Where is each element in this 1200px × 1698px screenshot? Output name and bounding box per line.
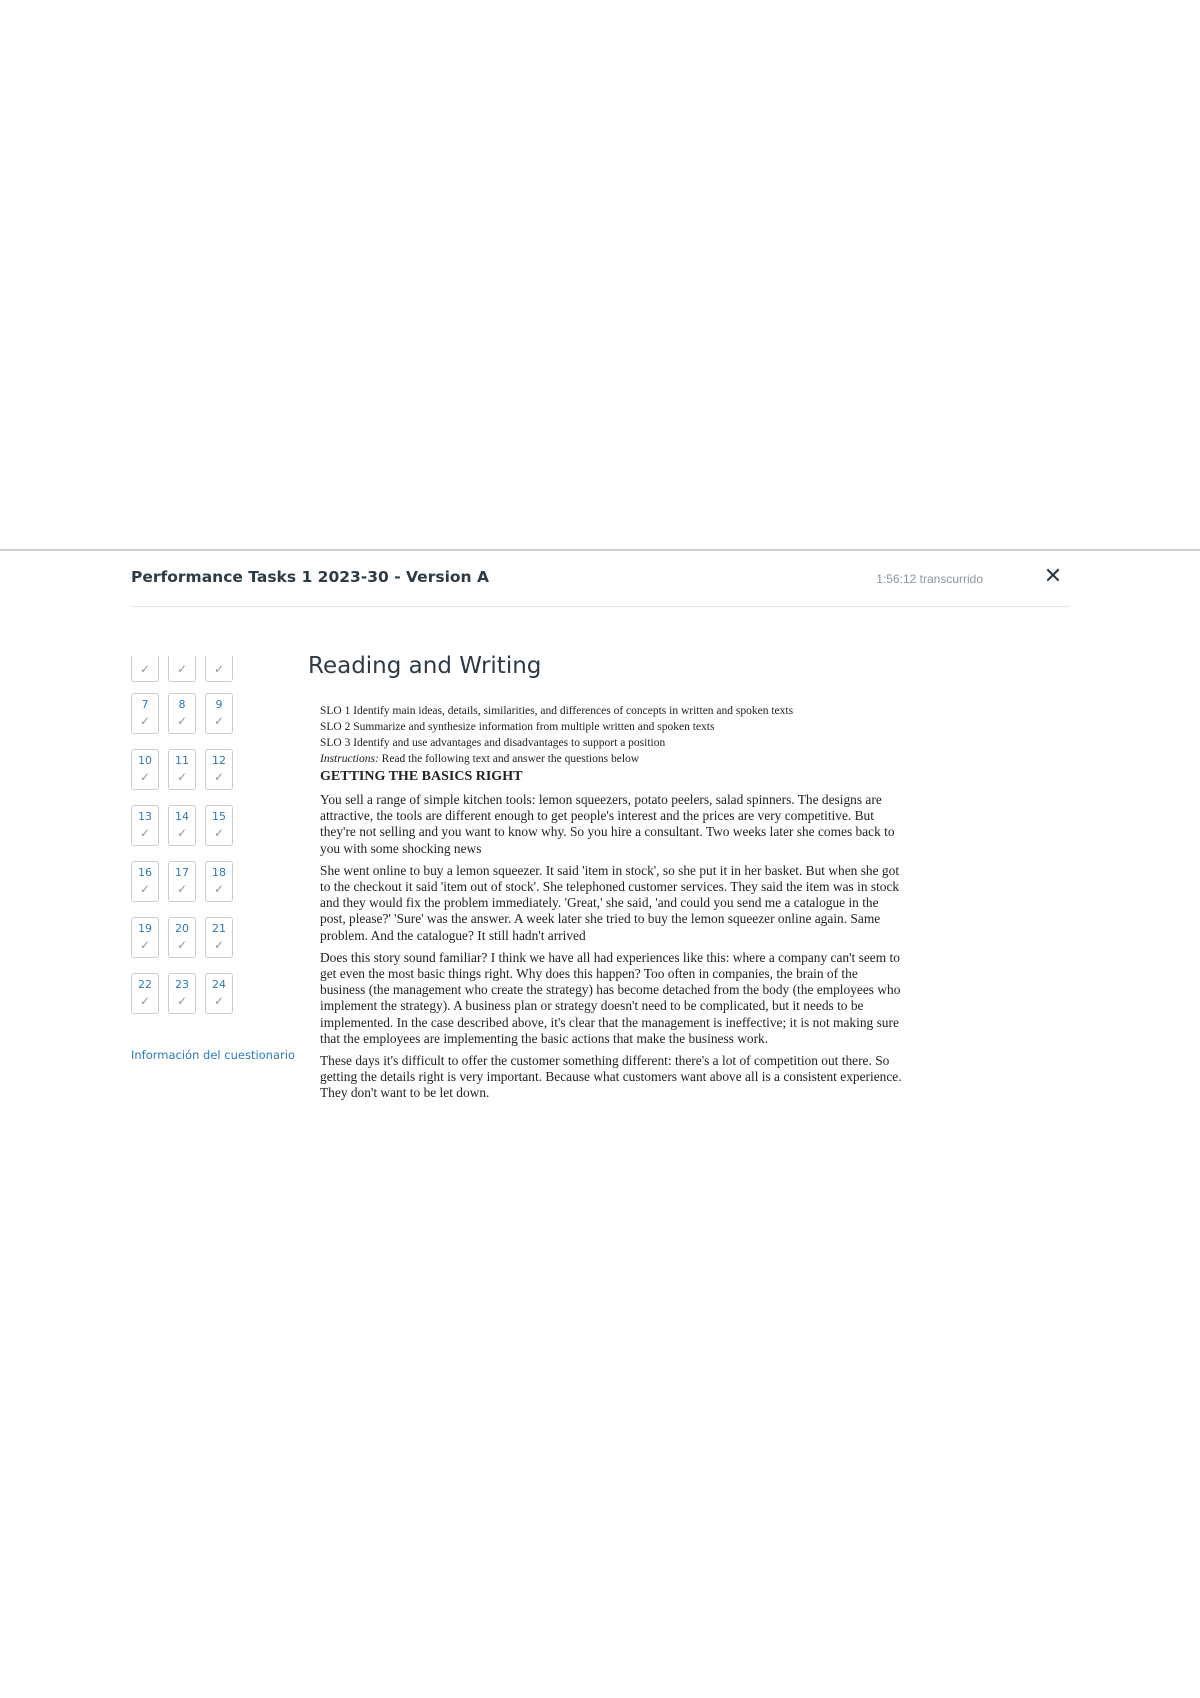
check-icon: ✓ — [176, 882, 188, 896]
question-number: 14 — [175, 810, 189, 823]
question-nav-button[interactable] — [131, 805, 159, 846]
check-icon: ✓ — [176, 770, 188, 784]
passage-paragraph-1: You sell a range of simple kitchen tools: lemon squeezers, potato peelers, salad spinners. The designs are attractive, the tools are different enough to get people's interest and the prices are very competitive. But they're not selling and you want to know why. So you hire a consultant. Two weeks later she comes back to you with some shocking news — [320, 792, 895, 856]
question-number: 16 — [138, 866, 152, 879]
passage-paragraph-4: These days it's difficult to offer the customer something different: there's a lot of competition out there. So getting the details right is very important. Because what customers want above all is a consistent experience. They don't want to be let down. — [320, 1053, 902, 1101]
question-nav-button[interactable] — [168, 861, 196, 902]
question-nav-button[interactable] — [205, 749, 233, 790]
question-number: 19 — [138, 922, 152, 935]
question-nav-row — [131, 973, 241, 1014]
question-nav-row — [131, 693, 241, 734]
question-nav-row — [131, 656, 241, 682]
question-content — [320, 703, 905, 1102]
check-icon: ✓ — [139, 994, 151, 1008]
question-nav-button[interactable] — [131, 693, 159, 734]
check-icon: ✓ — [139, 938, 151, 952]
passage-title: GETTING THE BASICS RIGHT — [320, 769, 523, 784]
question-nav-button[interactable] — [131, 656, 159, 682]
check-icon: ✓ — [213, 826, 225, 840]
question-number: 12 — [212, 754, 226, 767]
question-nav-button[interactable] — [205, 693, 233, 734]
question-number: 7 — [141, 698, 149, 711]
question-navigator — [131, 656, 241, 1029]
elapsed-timer: 1:56:12 transcurrido — [876, 572, 983, 586]
question-number: 17 — [175, 866, 189, 879]
check-icon: ✓ — [213, 994, 225, 1008]
question-nav-row — [131, 805, 241, 846]
question-nav-button[interactable] — [131, 917, 159, 958]
question-nav-button[interactable] — [205, 805, 233, 846]
check-icon: ✓ — [213, 770, 225, 784]
question-number: 21 — [212, 922, 226, 935]
question-nav-button[interactable] — [168, 656, 196, 682]
question-nav-button[interactable] — [131, 749, 159, 790]
question-nav-row — [131, 861, 241, 902]
question-nav-button[interactable] — [168, 693, 196, 734]
check-icon: ✓ — [176, 938, 188, 952]
question-nav-row — [131, 917, 241, 958]
check-icon: ✓ — [213, 882, 225, 896]
check-icon: ✓ — [176, 994, 188, 1008]
check-icon: ✓ — [139, 770, 151, 784]
check-icon: ✓ — [176, 661, 188, 676]
top-divider — [0, 549, 1200, 551]
quiz-info-link[interactable]: Información del cuestionario — [131, 1048, 295, 1062]
check-icon: ✓ — [176, 826, 188, 840]
question-number: 8 — [178, 698, 186, 711]
question-nav-button[interactable] — [168, 973, 196, 1014]
question-number: 11 — [175, 754, 189, 767]
question-nav-button[interactable] — [205, 973, 233, 1014]
question-number: 22 — [138, 978, 152, 991]
quiz-header — [131, 562, 1070, 607]
slo-1: SLO 1 Identify main ideas, details, similarities, and differences of concepts in written and spoken texts — [320, 705, 794, 717]
section-heading: Reading and Writing — [308, 653, 542, 679]
question-nav-row — [131, 749, 241, 790]
question-nav-button[interactable] — [205, 861, 233, 902]
instructions-text: Read the following text and answer the questions below — [378, 753, 640, 765]
check-icon: ✓ — [213, 714, 225, 728]
question-number: 15 — [212, 810, 226, 823]
check-icon: ✓ — [213, 661, 225, 676]
check-icon: ✓ — [139, 661, 151, 676]
question-number: 10 — [138, 754, 152, 767]
passage-paragraph-3: Does this story sound familiar? I think we have all had experiences like this: where a company can't seem to get even the most basic things right. Why does this happen? Too often in companies, the brain of the business (the management who create the strategy) has become detached from the body (the employees who implement the strategy). A business plan or strategy doesn't need to be complicated, but it needs to be implemented. In the case described above, it's clear that the management is ineffective; it is not making sure that the employees are implementing the basic actions that make the business work. — [320, 949, 901, 1046]
question-nav-button[interactable] — [131, 973, 159, 1014]
check-icon: ✓ — [176, 714, 188, 728]
check-icon: ✓ — [139, 714, 151, 728]
slo-3: SLO 3 Identify and use advantages and disadvantages to support a position — [320, 737, 666, 749]
check-icon: ✓ — [213, 938, 225, 952]
passage-paragraph-2: She went online to buy a lemon squeezer. It said 'item in stock', so she put it in her basket. But when she got to the checkout it said 'item out of stock'. She telephoned customer services. They said the item was in stock and they would fix the problem immediately. 'Great,' she said, 'and could you send me a catalogue in the post, please?' 'Sure' was the answer. A week later she tried to buy the lemon squeezer online again. Same problem. And the catalogue? It still hadn't arrived — [320, 862, 900, 943]
check-icon: ✓ — [139, 826, 151, 840]
question-nav-button[interactable] — [168, 917, 196, 958]
close-icon[interactable]: ✕ — [1043, 564, 1063, 589]
question-number: 13 — [138, 810, 152, 823]
question-number: 9 — [215, 698, 223, 711]
quiz-title: Performance Tasks 1 2023-30 - Version A — [131, 568, 489, 586]
question-nav-button[interactable] — [168, 749, 196, 790]
slo-2: SLO 2 Summarize and synthesize information from multiple written and spoken texts — [320, 721, 715, 733]
question-nav-button[interactable] — [131, 861, 159, 902]
question-nav-button[interactable] — [205, 656, 233, 682]
question-number: 20 — [175, 922, 189, 935]
instructions — [320, 751, 905, 767]
question-number: 24 — [212, 978, 226, 991]
question-nav-button[interactable] — [168, 805, 196, 846]
question-number: 18 — [212, 866, 226, 879]
question-nav-button[interactable] — [205, 917, 233, 958]
check-icon: ✓ — [139, 882, 151, 896]
instructions-label: Instructions: — [320, 753, 379, 765]
question-number: 23 — [175, 978, 189, 991]
